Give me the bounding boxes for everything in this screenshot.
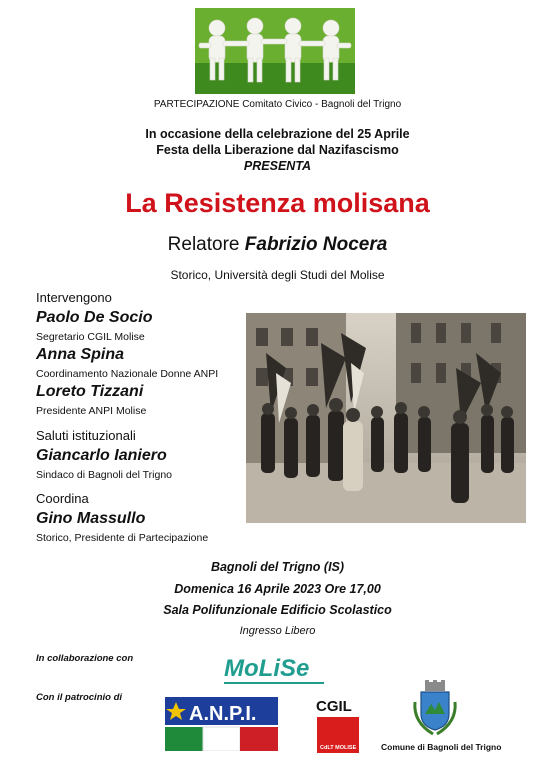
- participant-role: Coordinamento Nazionale Donne ANPI: [36, 368, 219, 380]
- anpi-logo: [165, 697, 278, 751]
- cgil-logo-subtext: CdLT MOLISE: [320, 745, 357, 751]
- occasion-line-1: In occasione della celebrazione del 25 Aprile: [145, 127, 410, 141]
- coat-of-arms-icon: [411, 680, 459, 738]
- participant-role: Storico, Presidente di Partecipazione: [36, 532, 209, 544]
- event-venue: Sala Polifunzionale Edificio Scolastico: [163, 603, 392, 617]
- collaboration-label: In collaborazione con: [36, 653, 134, 664]
- speaker-line: [0, 234, 555, 256]
- presenta-label: PRESENTA: [243, 159, 312, 173]
- cgil-logo: [315, 693, 361, 753]
- event-place: Bagnoli del Trigno (IS): [210, 560, 345, 574]
- participant-name: Gino Massullo: [36, 510, 146, 527]
- participant-role: Presidente ANPI Molise: [36, 405, 147, 417]
- cgil-logo-text: CGIL: [316, 698, 352, 715]
- intervengono-label: Intervengono: [36, 290, 112, 305]
- participant-role: Sindaco di Bagnoli del Trigno: [36, 469, 173, 481]
- speaker-prefix: Relatore: [167, 234, 240, 255]
- coordina-label: Coordina: [36, 491, 89, 506]
- historic-parade-photo: [246, 313, 526, 523]
- partecipazione-logo: [195, 8, 355, 94]
- event-datetime: Domenica 16 Aprile 2023 Ore 17,00: [174, 582, 381, 596]
- saluti-label: Saluti istituzionali: [36, 428, 136, 443]
- occasion-line-2: Festa della Liberazione dal Nazifascismo: [156, 143, 399, 157]
- molise-association-logo: [222, 650, 334, 690]
- participant-role: Segretario CGIL Molise: [36, 331, 145, 343]
- patronage-label: Con il patrocinio di: [36, 692, 123, 703]
- comune-label: Comune di Bagnoli del Trigno: [381, 742, 502, 752]
- event-title: La Resistenza molisana: [125, 188, 430, 218]
- committee-name: PARTECIPAZIONE Comitato Civico - Bagnoli del Trigno: [153, 99, 402, 110]
- participant-name: Anna Spina: [36, 346, 125, 363]
- occasion-text: [0, 126, 555, 174]
- speaker-name: Fabrizio Nocera: [244, 234, 388, 255]
- molise-logo-text: MoLiSe: [224, 655, 310, 682]
- people-holding-hands-icon: [195, 8, 355, 94]
- anpi-logo-text: A.N.P.I.: [189, 703, 257, 725]
- participant-name: Giancarlo Ianiero: [36, 447, 167, 464]
- participant-name: Loreto Tizzani: [36, 383, 144, 400]
- participant-name: Paolo De Socio: [36, 309, 153, 326]
- speaker-role: Storico, Università degli Studi del Molise: [170, 268, 385, 282]
- entry-info: Ingresso Libero: [239, 625, 316, 637]
